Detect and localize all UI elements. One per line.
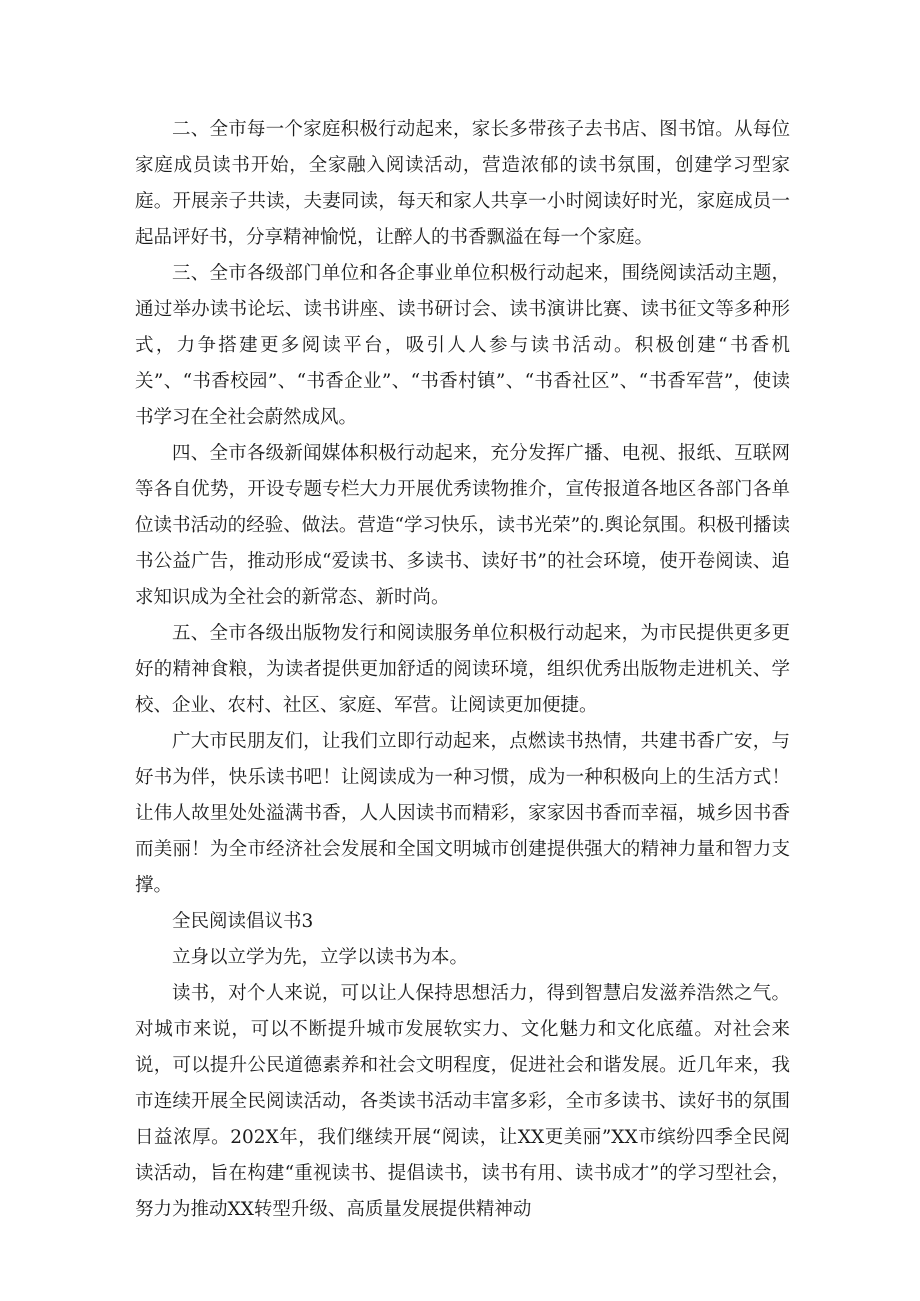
section-heading: 全民阅读倡议书3 [172, 911, 314, 932]
paragraph-reading-benefits: 读书，对个人来说，可以让人保持思想活力，得到智慧启发滋养浩然之气。对城市来说，可以不断提升城市发展软实力、文化魅力和文化底蕴。对社会来说，可以提升公民道德素养和社会文明程度，促进社会和谐发展。近几年来，我市连续开展全民阅读活动，各类读书活动丰富多彩，全市多读书、读好书的氛围日益浓厚。202X年，我们继续开展“阅读，让XX更美丽”XX市缤纷四季全民阅读活动，旨在构建“重视读书、提倡读书，读书有用、读书成才”的学习型社会，努力为推动XX转型升级、高质量发展提供精神动 [135, 983, 790, 1220]
paragraph-units-reading: 三、全市各级部门单位和各企事业单位积极行动起来，围绕阅读活动主题，通过举办读书论坛、读书讲座、读书研讨会、读书演讲比赛、读书征文等多种形式，力争搭建更多阅读平台，吸引人人参与读书活动。积极创建“书香机关”、“书香校园”、“书香企业”、“书香村镇”、“书香社区”、“书香军营”，使读书学习在全社会蔚然成风。 [135, 263, 790, 428]
paragraph-motto: 立身以立学为先，立学以读书为本。 [172, 947, 469, 968]
paragraph-media-reading: 四、全市各级新闻媒体积极行动起来，充分发挥广播、电视、报纸、互联网等各自优势，开设专题专栏大力开展优秀读物推介，宣传报道各地区各部门各单位读书活动的经验、做法。营造“学习快乐，读书光荣”的.舆论氛围。积极刊播读书公益广告，推动形成“爱读书、多读书、读好书”的社会环境，使开卷阅读、追求知识成为全社会的新常态、新时尚。 [135, 443, 790, 608]
paragraph-family-reading: 二、全市每一个家庭积极行动起来，家长多带孩子去书店、图书馆。从每位家庭成员读书开始，全家融入阅读活动，营造浓郁的读书氛围，创建学习型家庭。开展亲子共读，夫妻同读，每天和家人共享一小时阅读好时光，家庭成员一起品评好书，分享精神愉悦，让醉人的书香飘溢在每一个家庭。 [135, 119, 790, 248]
paragraph-call-to-action: 广大市民朋友们，让我们立即行动起来，点燃读书热情，共建书香广安，与好书为伴，快乐读书吧！让阅读成为一种习惯，成为一种积极向上的生活方式！让伟人故里处处溢满书香，人人因读书而精彩，家家因书香而幸福，城乡因书香而美丽！为全市经济社会发展和全国文明城市创建提供强大的精神力量和智力支撑。 [135, 731, 790, 896]
document-body [135, 112, 790, 1228]
paragraph-publishers-reading: 五、全市各级出版物发行和阅读服务单位积极行动起来，为市民提供更多更好的精神食粮，为读者提供更加舒适的阅读环境，组织优秀出版物走进机关、学校、企业、农村、社区、家庭、军营。让阅读更加便捷。 [135, 623, 790, 716]
